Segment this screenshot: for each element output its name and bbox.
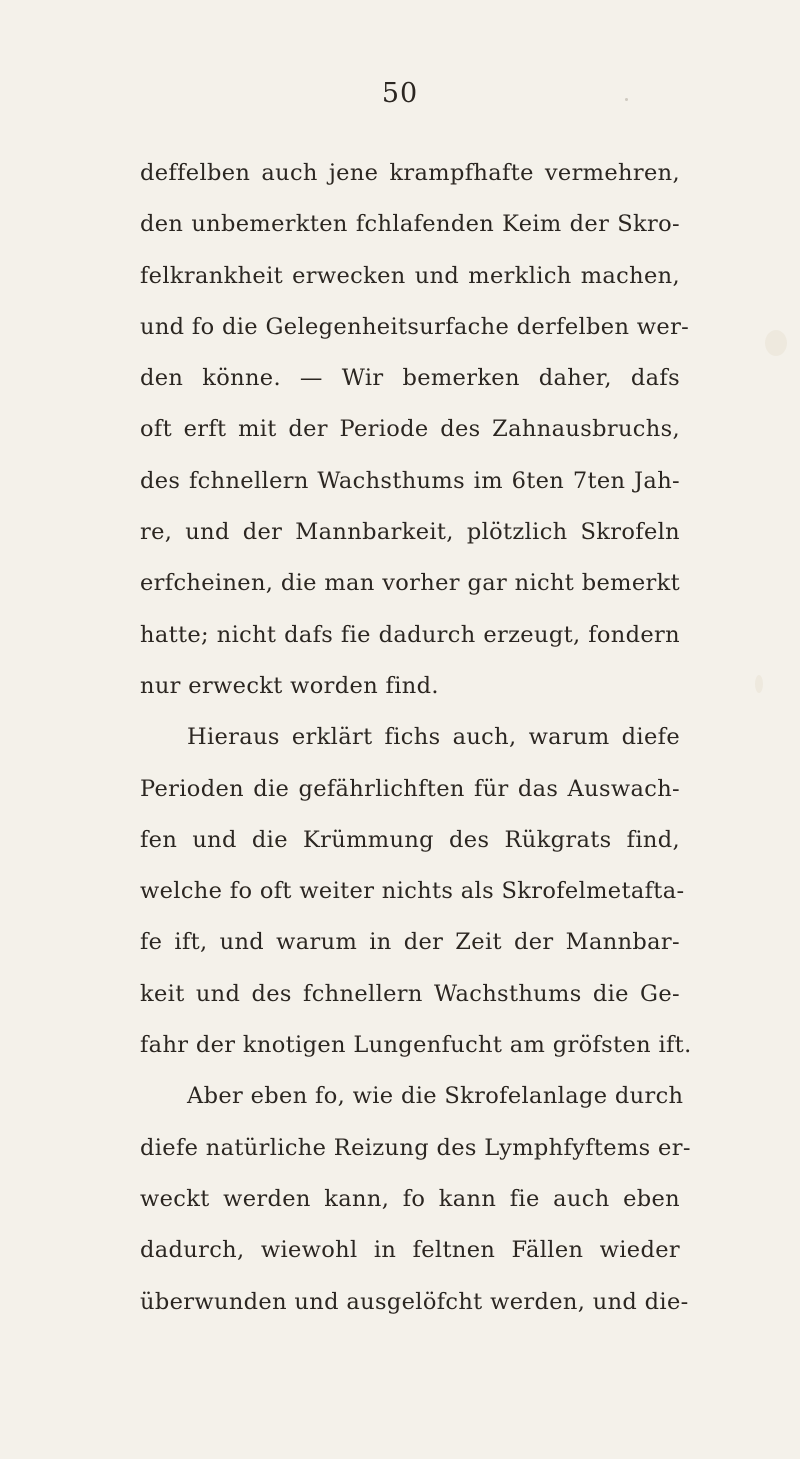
text-line: Hieraus erklärt fichs auch, warum diefe bbox=[187, 724, 680, 751]
text-line: diefe natürliche Reizung des Lymphfyftems er- bbox=[140, 1134, 691, 1161]
paper-speck bbox=[765, 330, 787, 356]
text-line: fen und die Krümmung des Rükgrats find, bbox=[140, 826, 680, 853]
text-line: den könne. — Wir bemerken daher, dafs bbox=[140, 365, 680, 392]
paper-speck bbox=[625, 98, 628, 101]
text-line: welche fo oft weiter nichts als Skrofelmetafta- bbox=[140, 878, 685, 905]
text-line: fe ift, und warum in der Zeit der Mannbar- bbox=[140, 929, 680, 956]
text-line: deffelben auch jene krampfhafte vermehren, bbox=[140, 160, 680, 186]
text-line: Aber eben fo, wie die Skrofelanlage durch bbox=[187, 1083, 684, 1110]
text-line: weckt werden kann, fo kann fie auch eben bbox=[140, 1185, 680, 1212]
paper-speck bbox=[755, 675, 763, 693]
text-line: hatte; nicht dafs fie dadurch erzeugt, fondern bbox=[140, 621, 680, 648]
text-line: felkrankheit erwecken und merklich machen, bbox=[140, 262, 680, 289]
text-line: nur erweckt worden find. bbox=[140, 672, 439, 699]
page-number: 50 bbox=[381, 78, 419, 109]
text-line: des fchnellern Wachsthums im 6ten 7ten Jah- bbox=[140, 467, 680, 494]
body-text bbox=[140, 148, 692, 1328]
text-line: den unbemerkten fchlafenden Keim der Skro- bbox=[140, 211, 680, 238]
text-line: fahr der knotigen Lungenfucht am gröfsten ift. bbox=[140, 1032, 692, 1059]
text-line: dadurch, wiewohl in feltnen Fällen wieder bbox=[140, 1237, 680, 1264]
text-line: re, und der Mannbarkeit, plötzlich Skrofeln bbox=[140, 519, 680, 546]
text-line: erfcheinen, die man vorher gar nicht bemerkt bbox=[140, 570, 680, 597]
text-line: überwunden und ausgelöfcht werden, und die- bbox=[140, 1288, 689, 1315]
text-line: oft erft mit der Periode des Zahnausbruchs, bbox=[140, 416, 680, 443]
text-line: keit und des fchnellern Wachsthums die Ge- bbox=[140, 980, 680, 1007]
text-line: und fo die Gelegenheitsurfache derfelben wer- bbox=[140, 313, 690, 340]
text-line: Perioden die gefährlichften für das Auswach- bbox=[140, 775, 680, 802]
